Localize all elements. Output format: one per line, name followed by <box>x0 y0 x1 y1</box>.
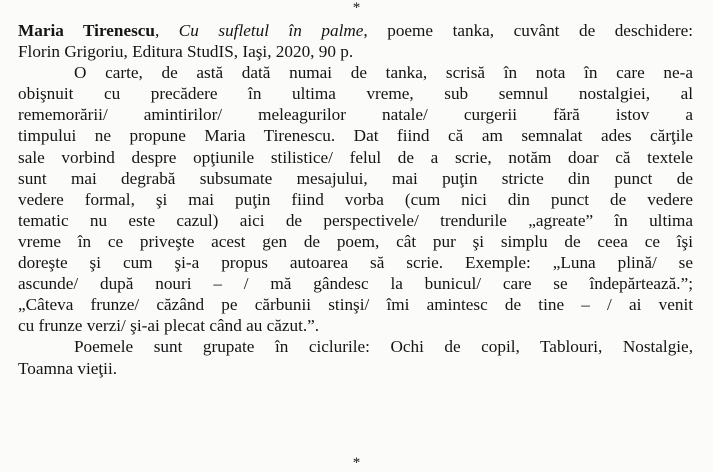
header-line-1 <box>18 20 693 41</box>
para1-line: obişnuit cu precădere în ultima vreme, sub semnul nostalgiei, al <box>18 84 693 104</box>
para1-line: vedere formal, şi mai puţin fiind vorba (cum nici din punct de vedere <box>18 189 693 209</box>
para1-line: doreşte şi cum şi-a propus autoarea să scrie. Exemple: „Luna plină/ se <box>18 253 693 273</box>
author-name: Maria Tirenescu <box>18 21 155 40</box>
para1-line: rememorării/ amintirilor/ meleagurilor natale/ curgerii fără istov a <box>18 105 693 125</box>
review-article <box>18 20 693 379</box>
para1-line: sunt mai degrabă subsumate mesajului, mai puţin stricte din punct de <box>18 168 693 188</box>
header-line-2: Florin Grigoriu, Editura StudIS, Iaşi, 2020, 90 p. <box>18 42 354 62</box>
para2-line: Poemele sunt grupate în ciclurile: Ochi de copil, Tablouri, Nostalgie, <box>74 337 693 357</box>
separator-bottom: * <box>352 455 361 471</box>
para2-line: Toamna vieţii. <box>18 358 118 378</box>
separator-top: * <box>352 0 361 16</box>
para1-line: O carte, de astă dată numai de tanka, scrisă în nota în care ne-a <box>74 63 693 83</box>
para1-line: „Câteva frunze/ căzând pe cărbunii stinşi/ îmi amintesc de tine – / ai venit <box>18 295 693 315</box>
para1-line: sale vorbind despre opţiunile stilistice/ felul de a scrie, notăm doar că textele <box>18 147 693 167</box>
book-title: Cu sufletul în palme <box>178 21 364 40</box>
para1-line: timpului ne propune Maria Tirenescu. Dat fiind că am semnalat ades cărţile <box>18 126 693 146</box>
para1-line: vreme în ce priveşte acest gen de poem, cât pur şi simplu de ceea ce îşi <box>18 231 693 251</box>
para1-line: ascunde/ după nouri – / mă gândesc la bunicul/ care se îndepărtează.”; <box>18 274 693 294</box>
para1-line: tematic nu este cazul) aici de perspectivele/ trendurile „agreate” în ultima <box>18 210 693 230</box>
header-sep: , <box>154 21 179 40</box>
para1-line: cu frunze verzi/ şi-ai plecat când au căzut.”. <box>18 316 320 336</box>
header-rest: , poeme tanka, cuvânt de deschidere: <box>363 21 693 40</box>
